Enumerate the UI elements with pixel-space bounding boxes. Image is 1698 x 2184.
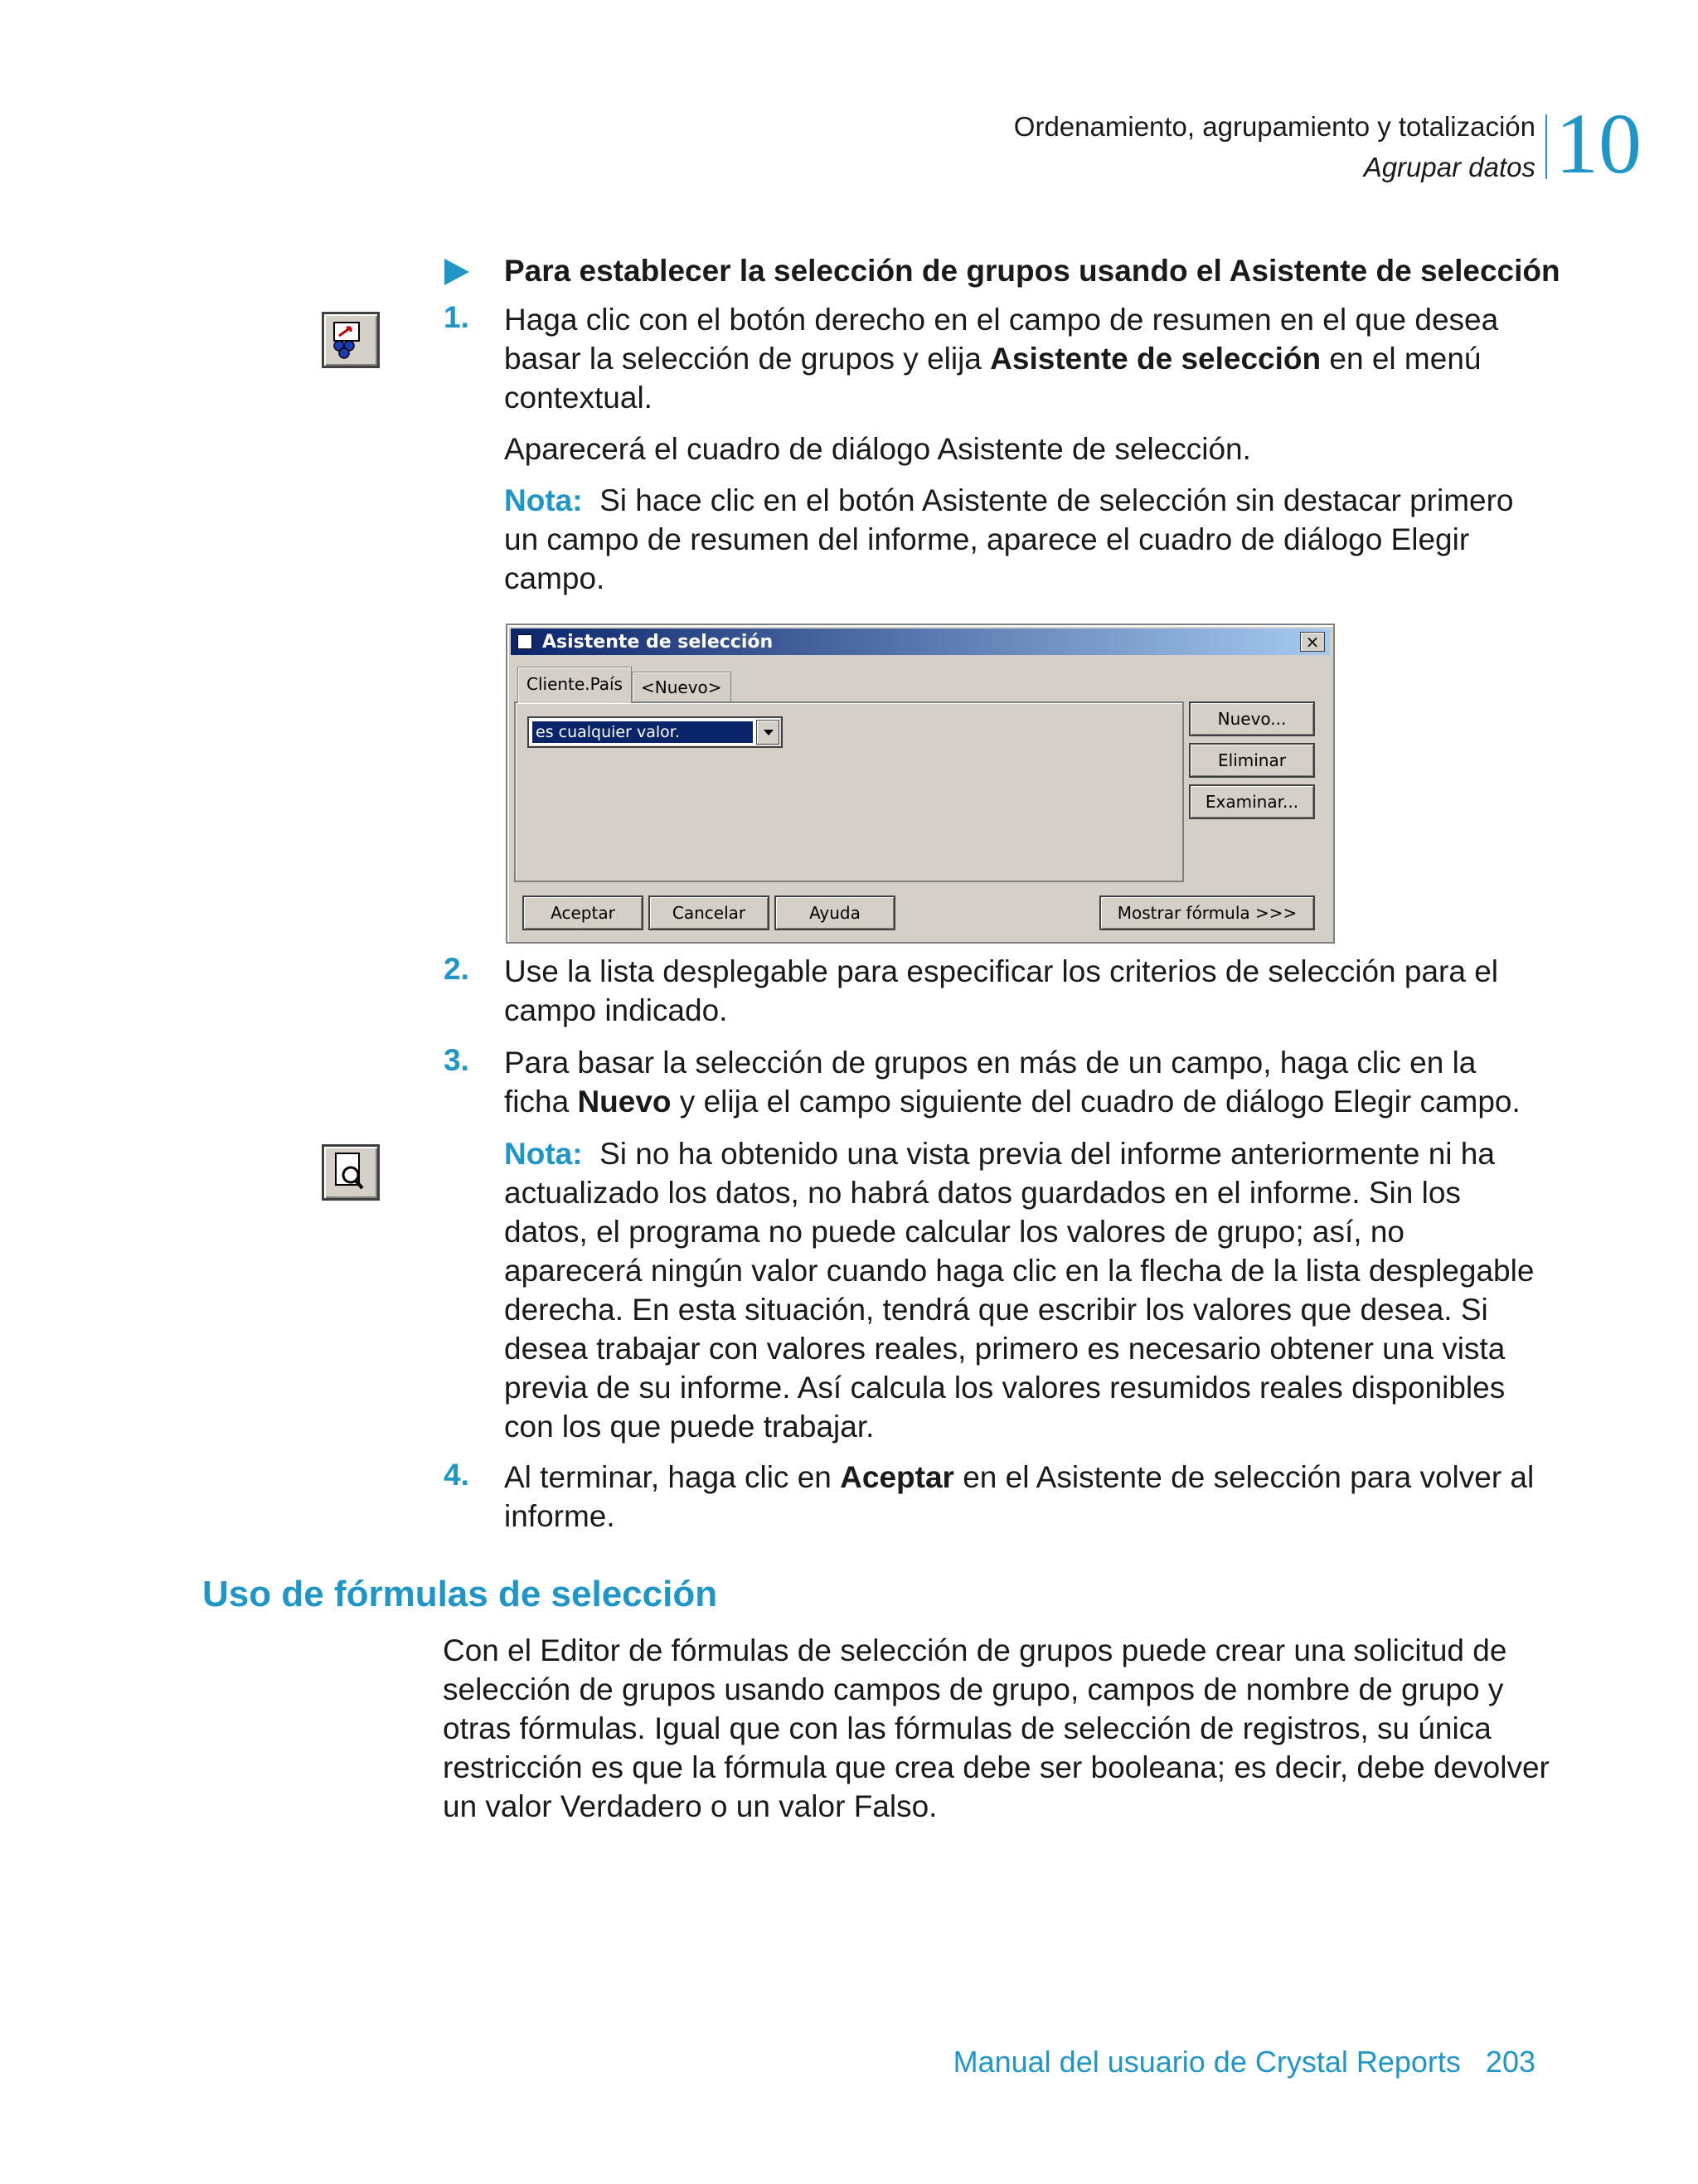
step-1-note: [504, 481, 1549, 598]
procedure-arrow-icon: [444, 259, 469, 285]
preview-magnifier-icon: [322, 1144, 380, 1201]
step-3-text-a: Para basar la selección de grupos en más de un campo, haga clic en la ficha: [504, 1046, 1477, 1119]
cancelar-button[interactable]: Cancelar: [648, 895, 769, 930]
step-4-text-b: en el Asistente de selección para volver al informe.: [504, 1460, 1535, 1533]
step-3-bold: Nuevo: [577, 1085, 672, 1119]
procedure-heading: Para establecer la selección de grupos usando el Asistente de selección: [504, 254, 1560, 288]
section-heading: Uso de fórmulas de selección: [202, 1574, 718, 1614]
step-2-text: Use la lista desplegable para especificar los criterios de selección para el campo indicado.: [504, 954, 1499, 1027]
aceptar-button[interactable]: Aceptar: [522, 895, 643, 930]
criteria-dropdown[interactable]: [527, 716, 783, 748]
step-3-text-b: y elija el campo siguiente del cuadro de diálogo Elegir campo.: [671, 1085, 1521, 1119]
eliminar-button[interactable]: Eliminar: [1189, 743, 1315, 778]
step-1-bold: Asistente de selección: [990, 342, 1322, 376]
note-label: Nota:: [504, 483, 583, 517]
note-label: Nota:: [504, 1137, 583, 1171]
step-number-2: 2.: [444, 952, 469, 986]
step-3-text: [504, 1043, 1549, 1121]
selection-expert-dialog: [506, 624, 1335, 944]
dropdown-value: es cualquier valor.: [532, 721, 753, 743]
running-header-section-title: Agrupar datos: [1363, 152, 1535, 182]
preview-magnifier-glyph: [324, 1147, 377, 1198]
step-1-text-b: en el menú contextual.: [504, 342, 1482, 415]
page-number: 203: [1485, 2045, 1535, 2079]
close-icon[interactable]: ×: [1300, 632, 1325, 652]
chevron-down-icon: [764, 730, 774, 735]
footer-manual-title: Manual del usuario de Crystal Reports: [953, 2045, 1461, 2079]
step-3-note: [504, 1134, 1549, 1446]
step-4-bold: Aceptar: [840, 1460, 954, 1494]
dialog-title: Asistente de selección: [542, 632, 774, 653]
step-1-result: Aparecerá el cuadro de diálogo Asistente de selección.: [504, 432, 1251, 466]
header-divider: [1545, 114, 1547, 179]
nuevo-button[interactable]: Nuevo...: [1189, 701, 1315, 736]
step-number-1: 1.: [444, 300, 469, 334]
ayuda-button[interactable]: Ayuda: [774, 895, 895, 930]
section-paragraph: Con el Editor de fórmulas de selección de grupos puede crear una solicitud de selección de grupos usando campos de grupo, campos de nombre de grupo y otras fórmulas. Igual que con las fórmulas de selección de registros, su única restricción es que la fórmula que crea debe ser booleana; es decir, debe devolver un valor Verdadero o un valor Falso.: [443, 1633, 1550, 1823]
dropdown-button[interactable]: [756, 720, 779, 745]
step-number-4: 4.: [444, 1458, 469, 1492]
page-footer: [953, 2045, 1535, 2080]
dialog-app-icon: [517, 634, 532, 649]
dialog-titlebar: [511, 629, 1330, 655]
note-text: Si no ha obtenido una vista previa del informe anteriormente ni ha actualizado los datos, no habrá datos guardados en el informe. Sin los datos, el programa no puede calcular los valores de grupo; así, no aparecerá ningún valor cuando haga clic en la flecha de la lista desplegable derecha. En esta situación, tendrá que escribir los valores que desea. Si desea trabajar con valores reales, primero es necesario obtener una vista previa de su informe. Así calcula los valores resumidos reales disponibles con los que puede trabajar.: [504, 1137, 1535, 1444]
tab-cliente-pais[interactable]: Cliente.País: [517, 667, 632, 703]
step-number-3: 3.: [444, 1043, 469, 1077]
note-text: Si hace clic en el botón Asistente de selección sin destacar primero un campo de resumen del informe, aparece el cuadro de diálogo Elegir campo.: [504, 483, 1514, 595]
select-expert-glyph: [324, 314, 377, 366]
select-expert-icon: [322, 312, 380, 368]
step-1-text-a: Haga clic con el botón derecho en el campo de resumen en el que desea basar la selección de grupos y elija: [504, 303, 1499, 376]
step-1-text: [504, 300, 1549, 417]
step-4-text: [504, 1458, 1549, 1536]
step-4-text-a: Al terminar, haga clic en: [504, 1460, 841, 1494]
chapter-number: 10: [1555, 96, 1642, 192]
tab-nuevo[interactable]: <Nuevo>: [632, 672, 731, 701]
examinar-button[interactable]: Examinar...: [1189, 784, 1315, 819]
show-formula-button[interactable]: Mostrar fórmula >>>: [1099, 895, 1315, 930]
running-header-chapter-title: Ordenamiento, agrupamiento y totalización: [1013, 111, 1535, 142]
